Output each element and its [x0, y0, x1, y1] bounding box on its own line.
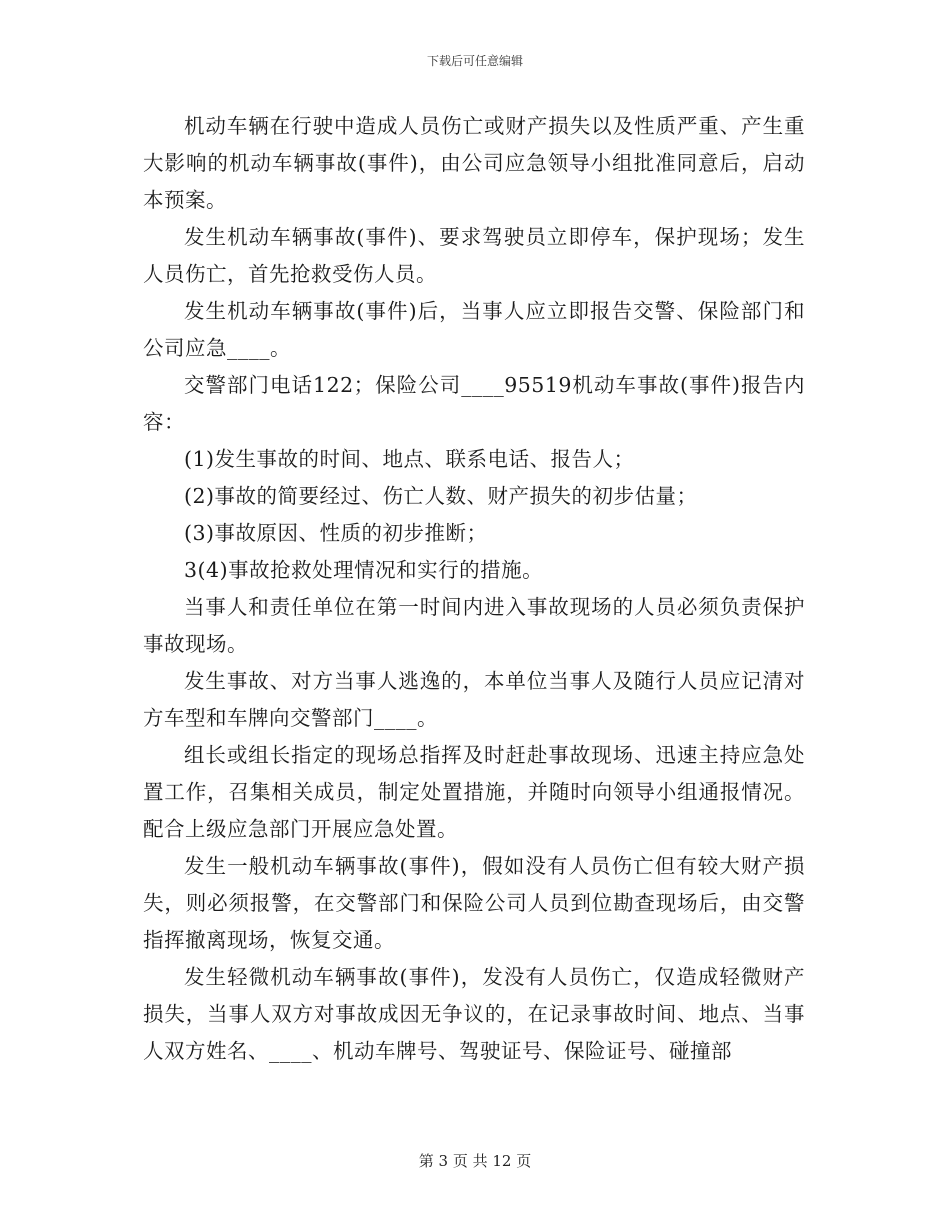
paragraph: 发生机动车辆事故(事件)、要求驾驶员立即停车，保护现场；发生人员伤亡，首先抢救受伤人员。 [143, 225, 805, 286]
paragraph: 发生机动车辆事故(事件)后，当事人应立即报告交警、保险部门和公司应急____。 [143, 299, 805, 360]
paragraph: 发生轻微机动车辆事故(事件)，发没有人员伤亡，仅造成轻微财产损失，当事人双方对事故成因无争议的，在记录事故时间、地点、当事人双方姓名、____、机动车牌号、驾驶证号、保险证号、碰撞部 [143, 965, 805, 1063]
paragraph: 当事人和责任单位在第一时间内进入事故现场的人员必须负责保护事故现场。 [143, 595, 805, 656]
list-item: (2)事故的简要经过、伤亡人数、财产损失的初步估量； [184, 484, 698, 508]
paragraph: 交警部门电话122；保险公司____95519机动车事故(事件)报告内容： [143, 373, 805, 434]
page-number: 第 3 页 共 12 页 [418, 1152, 532, 1170]
paragraph: 组长或组长指定的现场总指挥及时赶赴事故现场、迅速主持应急处置工作，召集相关成员，制定处置措施，并随时向领导小组通报情况。配合上级应急部门开展应急处置。 [143, 743, 805, 841]
list-item: (3)事故原因、性质的初步推断； [184, 521, 488, 545]
document-body [143, 108, 805, 1070]
paragraph: 机动车辆在行驶中造成人员伤亡或财产损失以及性质严重、产生重大影响的机动车辆事故(事件)，由公司应急领导小组批准同意后，启动本预案。 [143, 114, 805, 212]
list-item: 3(4)事故抢救处理情况和实行的措施。 [184, 558, 544, 582]
paragraph: 发生一般机动车辆事故(事件)，假如没有人员伤亡但有较大财产损失，则必须报警，在交警部门和保险公司人员到位勘查现场后，由交警指挥撤离现场，恢复交通。 [143, 854, 805, 952]
list-item: (1)发生事故的时间、地点、联系电话、报告人； [184, 447, 635, 471]
paragraph: 发生事故、对方当事人逃逸的，本单位当事人及随行人员应记清对方车型和车牌向交警部门____。 [143, 669, 805, 730]
page-header: 下载后可任意编辑 [426, 54, 523, 68]
